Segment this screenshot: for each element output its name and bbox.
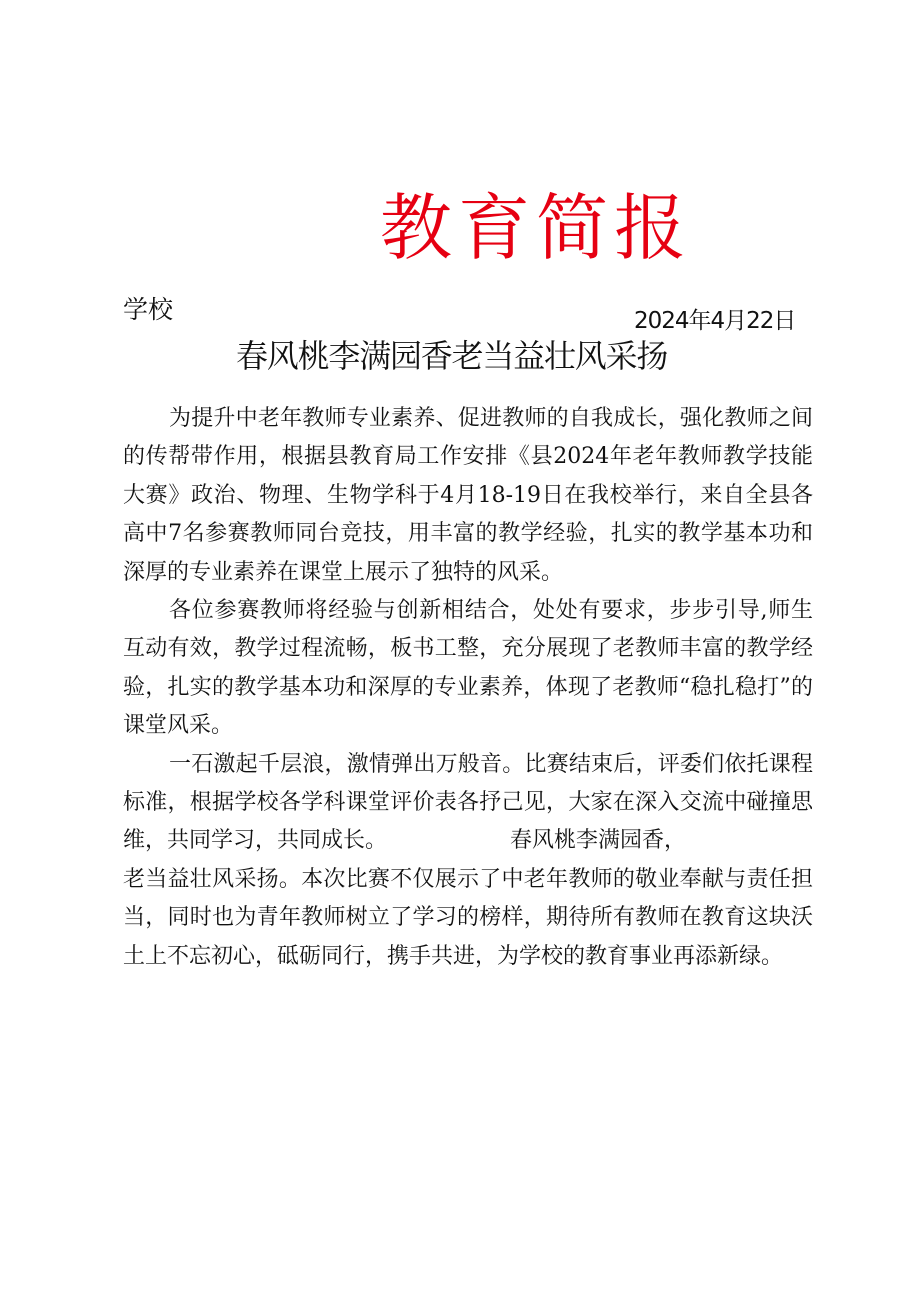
article-title: 春风桃李满园香老当益壮风采扬 — [236, 337, 668, 375]
closing-text-part-3: 老当益壮风采扬。本次比赛不仅展示了中老年教师的敬业奉献与责任担当，同时也为青年教师树立了学习的榜样，期待所有教师在教育这块沃土上不忘初心，砥砺同行，携手共进，为学校的教育事业再添新绿。 — [123, 866, 813, 969]
masthead-title: 教育简报 — [380, 186, 693, 270]
closing-paragraph — [123, 746, 813, 976]
issue-date: 2024年4月22日 — [634, 308, 796, 334]
closing-text-part-1: 一石激起千层浪，激情弹出万般音。比赛结束后，评委们依托课程标准，根据学校各学科课堂评价表各抒己见，大家在深入交流中碰撞思维，共同学习，共同成长。 — [123, 751, 813, 854]
paragraph: 各位参赛教师将经验与创新相结合，处处有要求，步步引导,师生互动有效，教学过程流畅，板书工整，充分展现了老教师丰富的教学经验，扎实的教学基本功和深厚的专业素养，体现了老教师“稳扎稳打”的课堂风采。 — [123, 598, 813, 739]
school-name: 学校 — [123, 295, 174, 324]
paragraph: 为提升中老年教师专业素养、促进教师的自我成长，强化教师之间的传帮带作用，根据县教育局工作安排《县2024年老年教师教学技能大赛》政治、物理、生物学科于4月18-19日在我校举行，来自全县各高中7名参赛教师同台竞技，用丰富的教学经验，扎实的教学基本功和深厚的专业素养在课堂上展示了独特的风采。 — [123, 406, 813, 585]
closing-text-part-2: 春风桃李满园香， — [510, 828, 687, 854]
article-body — [123, 400, 813, 976]
